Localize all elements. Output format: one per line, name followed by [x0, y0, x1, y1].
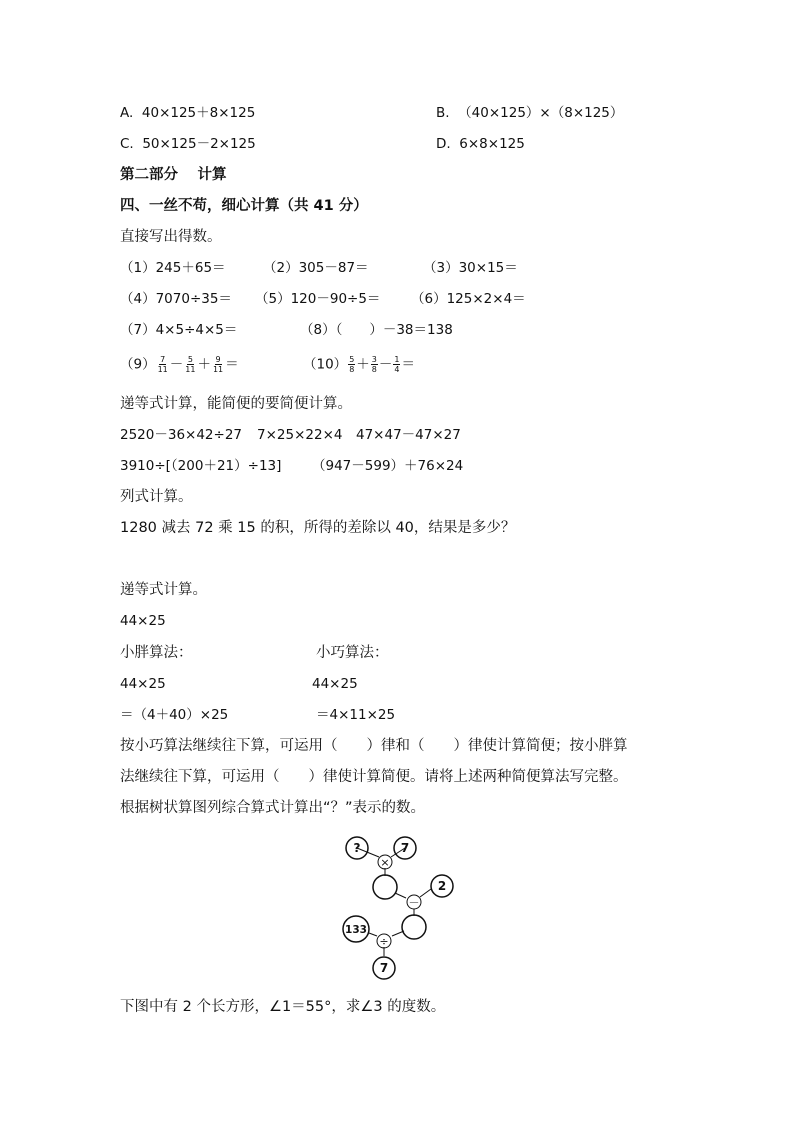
- left-method-line1: 44×25: [120, 676, 166, 692]
- option-a-text: 40×125＋8×125: [141, 105, 256, 121]
- paragraph-line1: 按小巧算法继续往下算，可运用（ ）律和（ ）律使计算简便；按小胖算: [120, 738, 628, 754]
- q10-f3-den: 4: [394, 365, 400, 374]
- formula-question: 1280 减去 72 乘 15 的积，所得的差除以 40，结果是多少？: [120, 520, 516, 536]
- option-d-text: 6×8×125: [459, 136, 525, 152]
- tree-title: 根据树状算图列综合算式计算出“？”表示的数。: [120, 800, 426, 816]
- q10-op1: ＋: [356, 356, 370, 373]
- q10-fraction-3: [393, 355, 400, 374]
- option-c-letter: C.: [120, 136, 134, 152]
- q9-f2-num: 5: [187, 355, 193, 364]
- stepwise2-title: 递等式计算。: [120, 582, 207, 598]
- left-method-line2: ＝（4＋40）×25: [120, 707, 229, 723]
- right-method-label: 小巧算法：: [316, 645, 389, 661]
- multiply-icon: ×: [380, 856, 390, 869]
- q10-f1-num: 5: [349, 355, 355, 364]
- right-method-line1: 44×25: [312, 676, 358, 692]
- q10-f1-den: 8: [349, 365, 355, 374]
- option-b-letter: B.: [436, 105, 450, 121]
- direct-item-2: （2）305－87＝: [263, 260, 369, 276]
- option-b-text: （40×125）×（8×125）: [458, 105, 624, 121]
- seven-top-label: 7: [400, 841, 410, 855]
- stepwise-item-3: 47×47－47×27: [356, 427, 461, 443]
- direct-title: 直接写出得数。: [120, 229, 222, 245]
- difference-node: [402, 915, 426, 939]
- paragraph-line2: 法继续往下算，可运用（ ）律使计算简便。请将上述两种简便算法写完整。: [120, 769, 628, 785]
- direct-item-4: （4）7070÷35＝: [120, 291, 232, 307]
- label-133: 133: [345, 924, 367, 936]
- option-a: [120, 104, 255, 122]
- option-b: [436, 104, 623, 122]
- stepwise-item-4: 3910÷[（200＋21）÷13]: [120, 458, 282, 474]
- direct-item-3: （3）30×15＝: [423, 260, 518, 276]
- tree-edge: [420, 889, 431, 897]
- q9-fraction-3: [212, 355, 224, 374]
- stepwise-item-2: 7×25×22×4: [257, 427, 343, 443]
- q9-fraction-2: [184, 355, 196, 374]
- direct-item-10: [303, 355, 415, 374]
- q9-f1-num: 7: [160, 355, 166, 364]
- q9-fraction-1: [157, 355, 169, 374]
- q9-f1-den: 11: [157, 365, 168, 374]
- minus-icon: －: [408, 896, 420, 909]
- left-method-label: 小胖算法：: [120, 645, 193, 661]
- q9-op1: －: [169, 356, 184, 373]
- stepwise-title: 递等式计算，能简便的要简便计算。: [120, 396, 352, 412]
- q9-eq: ＝: [225, 356, 239, 373]
- q9-f3-num: 9: [215, 355, 221, 364]
- tree-edge: [369, 933, 377, 936]
- option-d: [436, 135, 525, 153]
- q10-label: （10）: [303, 356, 348, 373]
- direct-item-7: （7）4×5÷4×5＝: [120, 322, 238, 338]
- option-d-letter: D.: [436, 136, 451, 152]
- option-c-text: 50×125－2×125: [142, 136, 256, 152]
- option-c: [120, 135, 256, 153]
- q10-f2-num: 3: [371, 355, 377, 364]
- q10-fraction-2: [371, 355, 378, 374]
- direct-item-5: （5）120－90÷5＝: [255, 291, 381, 307]
- part2-title: 第二部分 计算: [120, 167, 227, 183]
- q9-op2: ＋: [197, 356, 211, 373]
- stepwise2-expr: 44×25: [120, 613, 166, 629]
- q10-f3-num: 1: [394, 355, 400, 364]
- q9-f3-den: 11: [212, 365, 224, 374]
- q10-op2: －: [378, 356, 393, 373]
- direct-item-9: [120, 355, 239, 374]
- right-method-line2: ＝4×11×25: [316, 707, 396, 723]
- divide-icon: ÷: [379, 935, 389, 948]
- tree-edge: [395, 893, 406, 898]
- direct-item-1: （1）245＋65＝: [120, 260, 226, 276]
- two-label: 2: [437, 879, 447, 893]
- q9-f2-den: 11: [185, 365, 196, 374]
- seven-bottom-label: 7: [379, 961, 389, 975]
- unknown-label: ?: [353, 841, 361, 855]
- q10-f2-den: 8: [371, 365, 377, 374]
- formula-title: 列式计算。: [120, 489, 193, 505]
- q9-label: （9）: [120, 356, 156, 373]
- stepwise-item-1: 2520－36×42÷27: [120, 427, 243, 443]
- product-node: [373, 875, 397, 899]
- direct-item-8: （8）（ ）－38＝138: [300, 322, 453, 338]
- section4-title: 四、一丝不苟，细心计算（共 41 分）: [120, 198, 368, 214]
- option-a-letter: A.: [120, 105, 134, 121]
- stepwise-item-5: （947－599）＋76×24: [312, 458, 464, 474]
- angle-question: 下图中有 2 个长方形，∠1＝55°，求∠3 的度数。: [120, 999, 446, 1015]
- q10-fraction-1: [348, 355, 355, 374]
- q10-eq: ＝: [401, 356, 415, 373]
- direct-item-6: （6）125×2×4＝: [411, 291, 526, 307]
- tree-diagram: [330, 828, 470, 988]
